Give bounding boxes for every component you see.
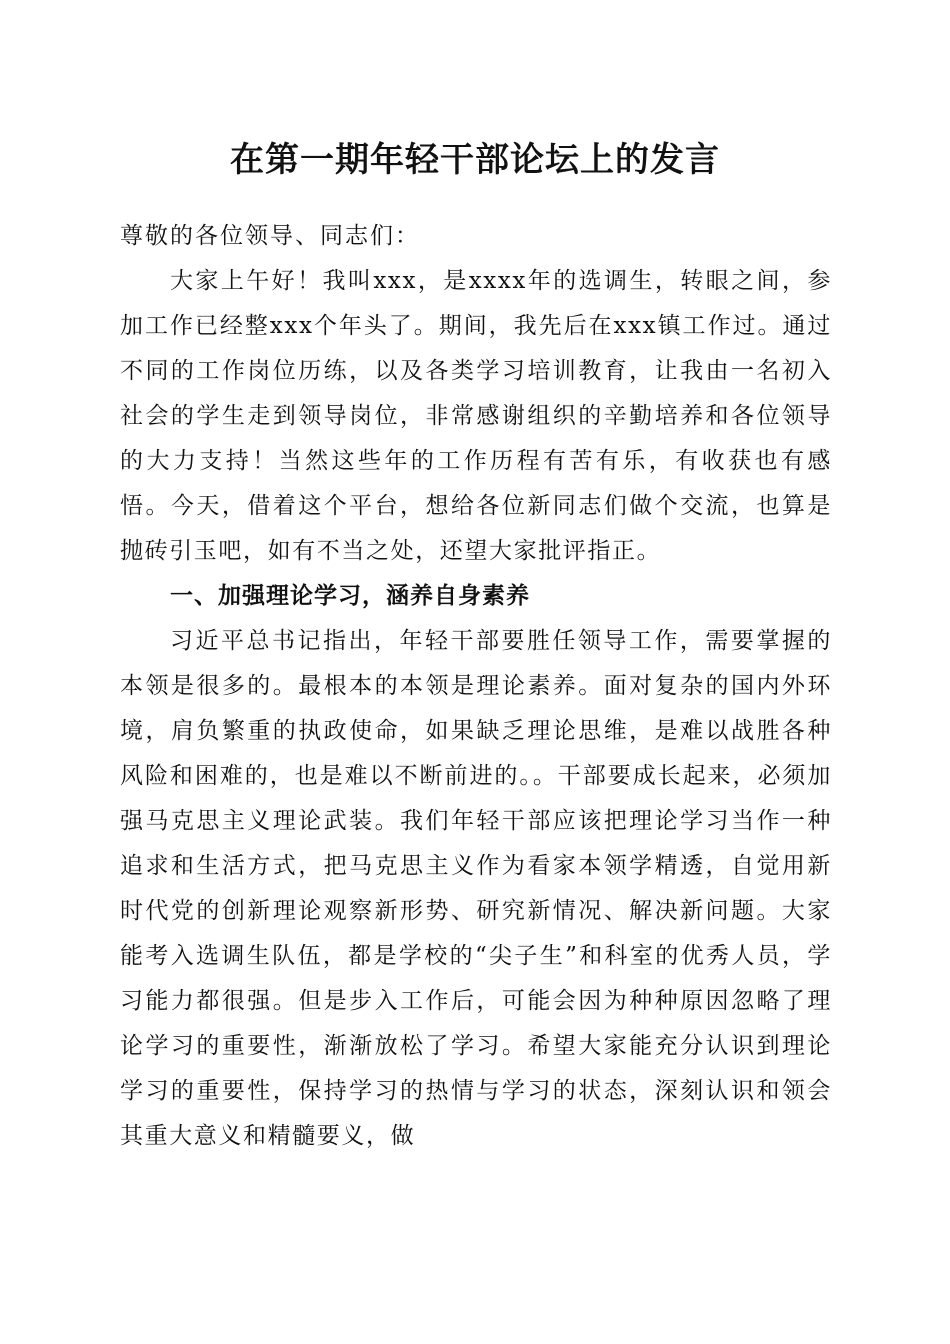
paragraph-intro: 大家上午好！我叫xxx，是xxxx年的选调生，转眼之间，参加工作已经整xxx个年头了。期间，我先后在xxx镇工作过。通过不同的工作岗位历练，以及各类学习培训教育，让我由一名初入社会的学生走到领导岗位，非常感谢组织的辛勤培养和各位领导的大力支持！当然这些年的工作历程有苦有乐，有收获也有感悟。今天，借着这个平台，想给各位新同志们做个交流，也算是抛砖引玉吧，如有不当之处，还望大家批评指正。 [120, 268, 832, 564]
paragraph-section1: 习近平总书记指出，年轻干部要胜任领导工作，需要掌握的本领是很多的。最根本的本领是理论素养。面对复杂的国内外环境，肩负繁重的执政使命，如果缺乏理论思维，是难以战胜各种风险和困难的，也是难以不断前进的。。干部要成长起来，必须加强马克思主义理论武装。我们年轻干部应该把理论学习当作一种追求和生活方式，把马克思主义作为看家本领学精透，自觉用新时代党的创新理论观察新形势、研究新情况、解决新问题。大家能考入选调生队伍，都是学校的“尖子生”和科室的优秀人员，学习能力都很强。但是步入工作后，可能会因为种种原因忽略了理论学习的重要性，渐渐放松了学习。希望大家能充分认识到理论学习的重要性，保持学习的热情与学习的状态，深刻认识和领会其重大意义和精髓要义，做 [120, 628, 832, 1149]
section-heading-1: 一、加强理论学习，涵养自身素养 [170, 583, 530, 609]
salutation: 尊敬的各位领导、同志们： [120, 223, 420, 249]
document-title: 在第一期年轻干部论坛上的发言 [230, 140, 720, 180]
document-body [120, 214, 832, 1159]
